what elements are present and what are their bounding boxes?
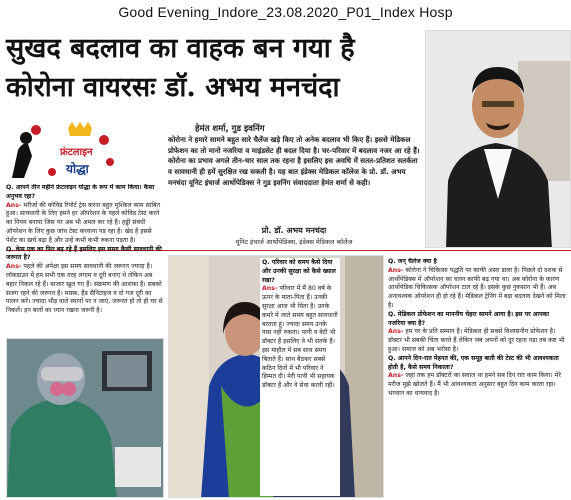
middle-column bbox=[260, 258, 340, 496]
answer-family: परिवार में मैं 80 वर्ष के ऊपर के माता-पिता हैं। उनकी सुरक्षा आज भी चिंता है। उनके कमरे में जाते समय बहुत सावधानी बरतता हूं। ज्यादा समय उनके पास नहीं रुकता। पत्नी व बेटी भी डॉक्टर हैं इसलिए वे भी सतर्क हैं। इस माहौल में सब साथ समय बिताते हैं। साथ बैठकर सबसे कठिन दिनों में भी परिवार ने हिम्मत दी। मेरी पत्नी भी सहायक डॉक्टर हैं और वे सेवा करती रहीं। bbox=[262, 285, 338, 390]
left-column bbox=[6, 184, 164, 332]
question-time: Q. आपने दिन-रात मेहनत की, एक समूह बाती की टेस्ट की भी आवश्यकता होती है, कैसे समय निकाला? bbox=[388, 354, 559, 371]
byline bbox=[195, 123, 265, 134]
answer-2: पहले की अपेक्षा इस समय सावधानी की जरूरत ज्यादा है। लॉकडाउन में हम सभी एक तरह लगाम व दूरी बनाए थे लेकिन अब बहार निकल रहे हैं। बाजार खुल गए हैं। संक्रमण की आशंका है। सबको सजग रहने की जरूरत है। मास्क, हैंड सैनिटाइज व दो गज दूरी का पालन करें। ज्यादा भीड़ वाले स्थानों पर न जाएं, जरूरत हो तो ही घर से निकलें। इन बातों का ध्यान रखना जरूरी है। bbox=[6, 263, 163, 315]
byline-text: हेमंत शर्मा, गुड इवनिंग bbox=[195, 124, 265, 134]
question-family: Q. परिवार को समय कैसे दिया और उनकी सुरक्षा को कैसे ख्याल रखा? bbox=[262, 259, 336, 284]
question-challenge: Q. जन् चैलेंज क्या है bbox=[388, 258, 437, 265]
answer-1-label: Ans- bbox=[6, 201, 22, 209]
question-1: Q. आपने तीन महीने फ्रंटलाइन योद्धा के रूप में काम किया। कैसा अनुभव रहा? bbox=[6, 184, 155, 200]
profile-title: यूनिट इंचार्ज आर्थोपेडिक्स, इंडेक्स मेडिकल कॉलेज bbox=[235, 238, 353, 246]
answer-profession: हम पर के प्रति सम्मान है। मेडिकल ही सबसे विश्वसनीय प्रोफेशन है। डॉक्टर भी सबकी चिंता करते हैं लेकिन जब अपनों को दूर रहना पड़ा तब कष्ट भी हुआ। समाज को अब भरोसा है। bbox=[388, 328, 565, 353]
edition-line: Good Evening_Indore_23.08.2020_P01_Index Hosp bbox=[118, 4, 453, 20]
question-profession: Q. मेडिकल प्रोफेशन का माननीय चेहरा सामने आया है। इस पर आपका नजरिया क्या है? bbox=[388, 310, 549, 327]
answer-time-label: Ans- bbox=[388, 372, 404, 380]
answer-family-label: Ans- bbox=[262, 285, 278, 293]
badge-top-text: फ्रंटलाइन bbox=[60, 147, 93, 158]
answer-time: जहां तक हम डॉक्टरों का सवाल था हमने सब दिन रात काम किया। मेरे मरीज मुझे खोजते हैं। मैं भी आवश्यकता अनुसार बहुत दिन काम करता रहा। भगवान का धन्यवाद है। bbox=[388, 372, 561, 397]
surgery-photo bbox=[6, 338, 164, 498]
portrait-image bbox=[426, 31, 571, 248]
portrait-photo bbox=[425, 30, 571, 248]
answer-challenge-label: Ans- bbox=[388, 266, 404, 274]
badge-bottom-text: योद्धा bbox=[66, 162, 89, 176]
answer-challenge: कोरोना ने चिकित्सा पद्धति पर काफी असर डाला है। पिछले दो दशक से आर्थोपेडिक्स में ऑपरेशन का चलन काफी बढ़ गया था। अब कोरोना के कारण आर्थोपेडिक चिकित्सक ऑपरेशन टाल रहे हैं। इसके कुछ नुकसान भी हैं। अब अनावश्यक ऑपरेशन ही हो रहे हैं। मेडिकल ट्रेनिंग में बड़ा बदलाव देखने को मिला है। bbox=[388, 266, 566, 309]
surgery-image bbox=[7, 339, 164, 498]
answer-profession-label: Ans- bbox=[388, 328, 404, 336]
intro-paragraph: कोरोना ने हमारे सामने बहुत सारे चैलेंज खड़े किए तो अनेक बदलाव भी किए हैं। इससे मेडिकल प्रोफेशन का तो मानो नजरिया व माइंडसेट ही बदल दिया है। घर-परिवार में बदलाव नजर आ रहे हैं। कोरोना का प्रभाव अगले तीन-चार साल तक रहना है इसलिए इस अवधि में सतत-प्रतिशत सतर्कता व सावधानी ही हमें सुरक्षित रख सकती है। यह बात इंडेक्स मेडिकल कॉलेज के प्रो. डॉ. अभय मनचंदा यूनिट इंचार्ज आर्थोपेडिक्स ने गुड इवनिंग संवाददाता हेमंत शर्मा से कही। bbox=[168, 135, 420, 187]
answer-2-label: Ans- bbox=[6, 263, 22, 271]
question-2: Q. केस एक का फिर बढ़ रहे हैं इसलिए इस समय कैसी सावधानी की जरूरत है? bbox=[6, 245, 162, 262]
answer-1: मरीजों की कोविड रिपोर्ट ट्रेस करना बहुत मुश्किल काम साबित हुआ। सावधानी के लिए हमने हर ऑपरेशन के पहले कोविड टेस्ट करने का नियम बनाया जिस पर अब भी अमल कर रहे हैं। हड्डी संबंधी ऑपरेशन के लिए कुछ जांच टेस्ट करवाना पड़ रहा है। खेद है इससे पेशेंट का खर्च बढ़ा है और उन्हें कभी कभी रुकना पड़ता है। bbox=[6, 201, 161, 244]
headline-line-1: सुखद बदलाव का वाहक बन गया है bbox=[6, 33, 355, 64]
profile-name: प्रो. डॉ. अभय मनचंदा bbox=[261, 226, 327, 235]
right-column bbox=[388, 258, 568, 496]
headline-line-2: कोरोना वायरसः डॉ. अभय मनचंदा bbox=[6, 72, 340, 103]
